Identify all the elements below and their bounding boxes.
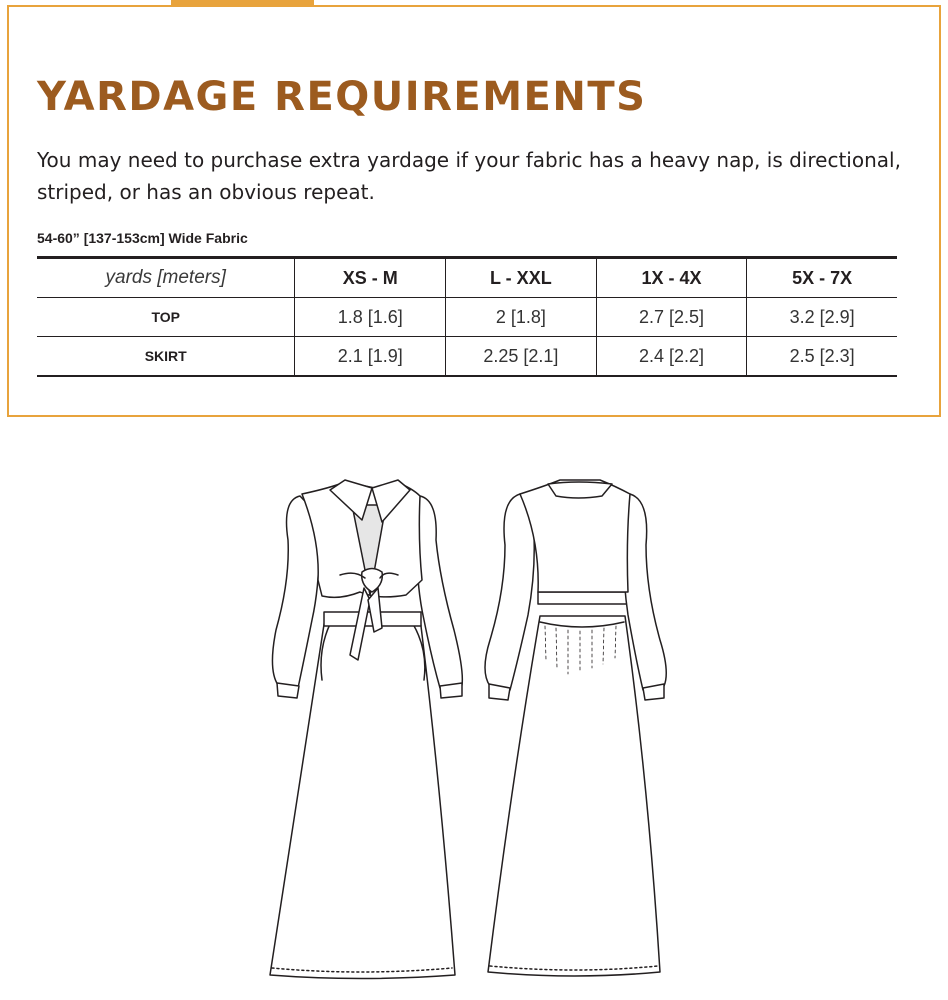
yardage-cell: 2.1 [1.9] <box>295 337 446 377</box>
table-row <box>37 337 897 377</box>
size-header: XS - M <box>295 258 446 298</box>
yardage-table <box>37 256 897 377</box>
dress-illustration <box>255 470 705 990</box>
yardage-cell: 3.2 [2.9] <box>747 298 897 337</box>
size-header: 1X - 4X <box>596 258 747 298</box>
yardage-cell: 1.8 [1.6] <box>295 298 446 337</box>
yardage-cell: 2.25 [2.1] <box>446 337 597 377</box>
fabric-width-label: 54-60” [137-153cm] Wide Fabric <box>37 230 248 246</box>
table-row <box>37 298 897 337</box>
table-header-row <box>37 258 897 298</box>
dress-front-icon <box>270 480 462 979</box>
row-label: SKIRT <box>37 337 295 377</box>
row-label: TOP <box>37 298 295 337</box>
size-header: 5X - 7X <box>747 258 897 298</box>
units-header: yards [meters] <box>37 258 295 298</box>
yardage-cell: 2.5 [2.3] <box>747 337 897 377</box>
size-header: L - XXL <box>446 258 597 298</box>
yardage-cell: 2.7 [2.5] <box>596 298 747 337</box>
dress-back-icon <box>485 480 666 976</box>
yardage-cell: 2 [1.8] <box>446 298 597 337</box>
yardage-cell: 2.4 [2.2] <box>596 337 747 377</box>
page-title: YARDAGE REQUIREMENTS <box>37 74 647 120</box>
intro-text: You may need to purchase extra yardage if your fabric has a heavy nap, is directional, striped, or has an obvious repeat. <box>37 148 901 204</box>
